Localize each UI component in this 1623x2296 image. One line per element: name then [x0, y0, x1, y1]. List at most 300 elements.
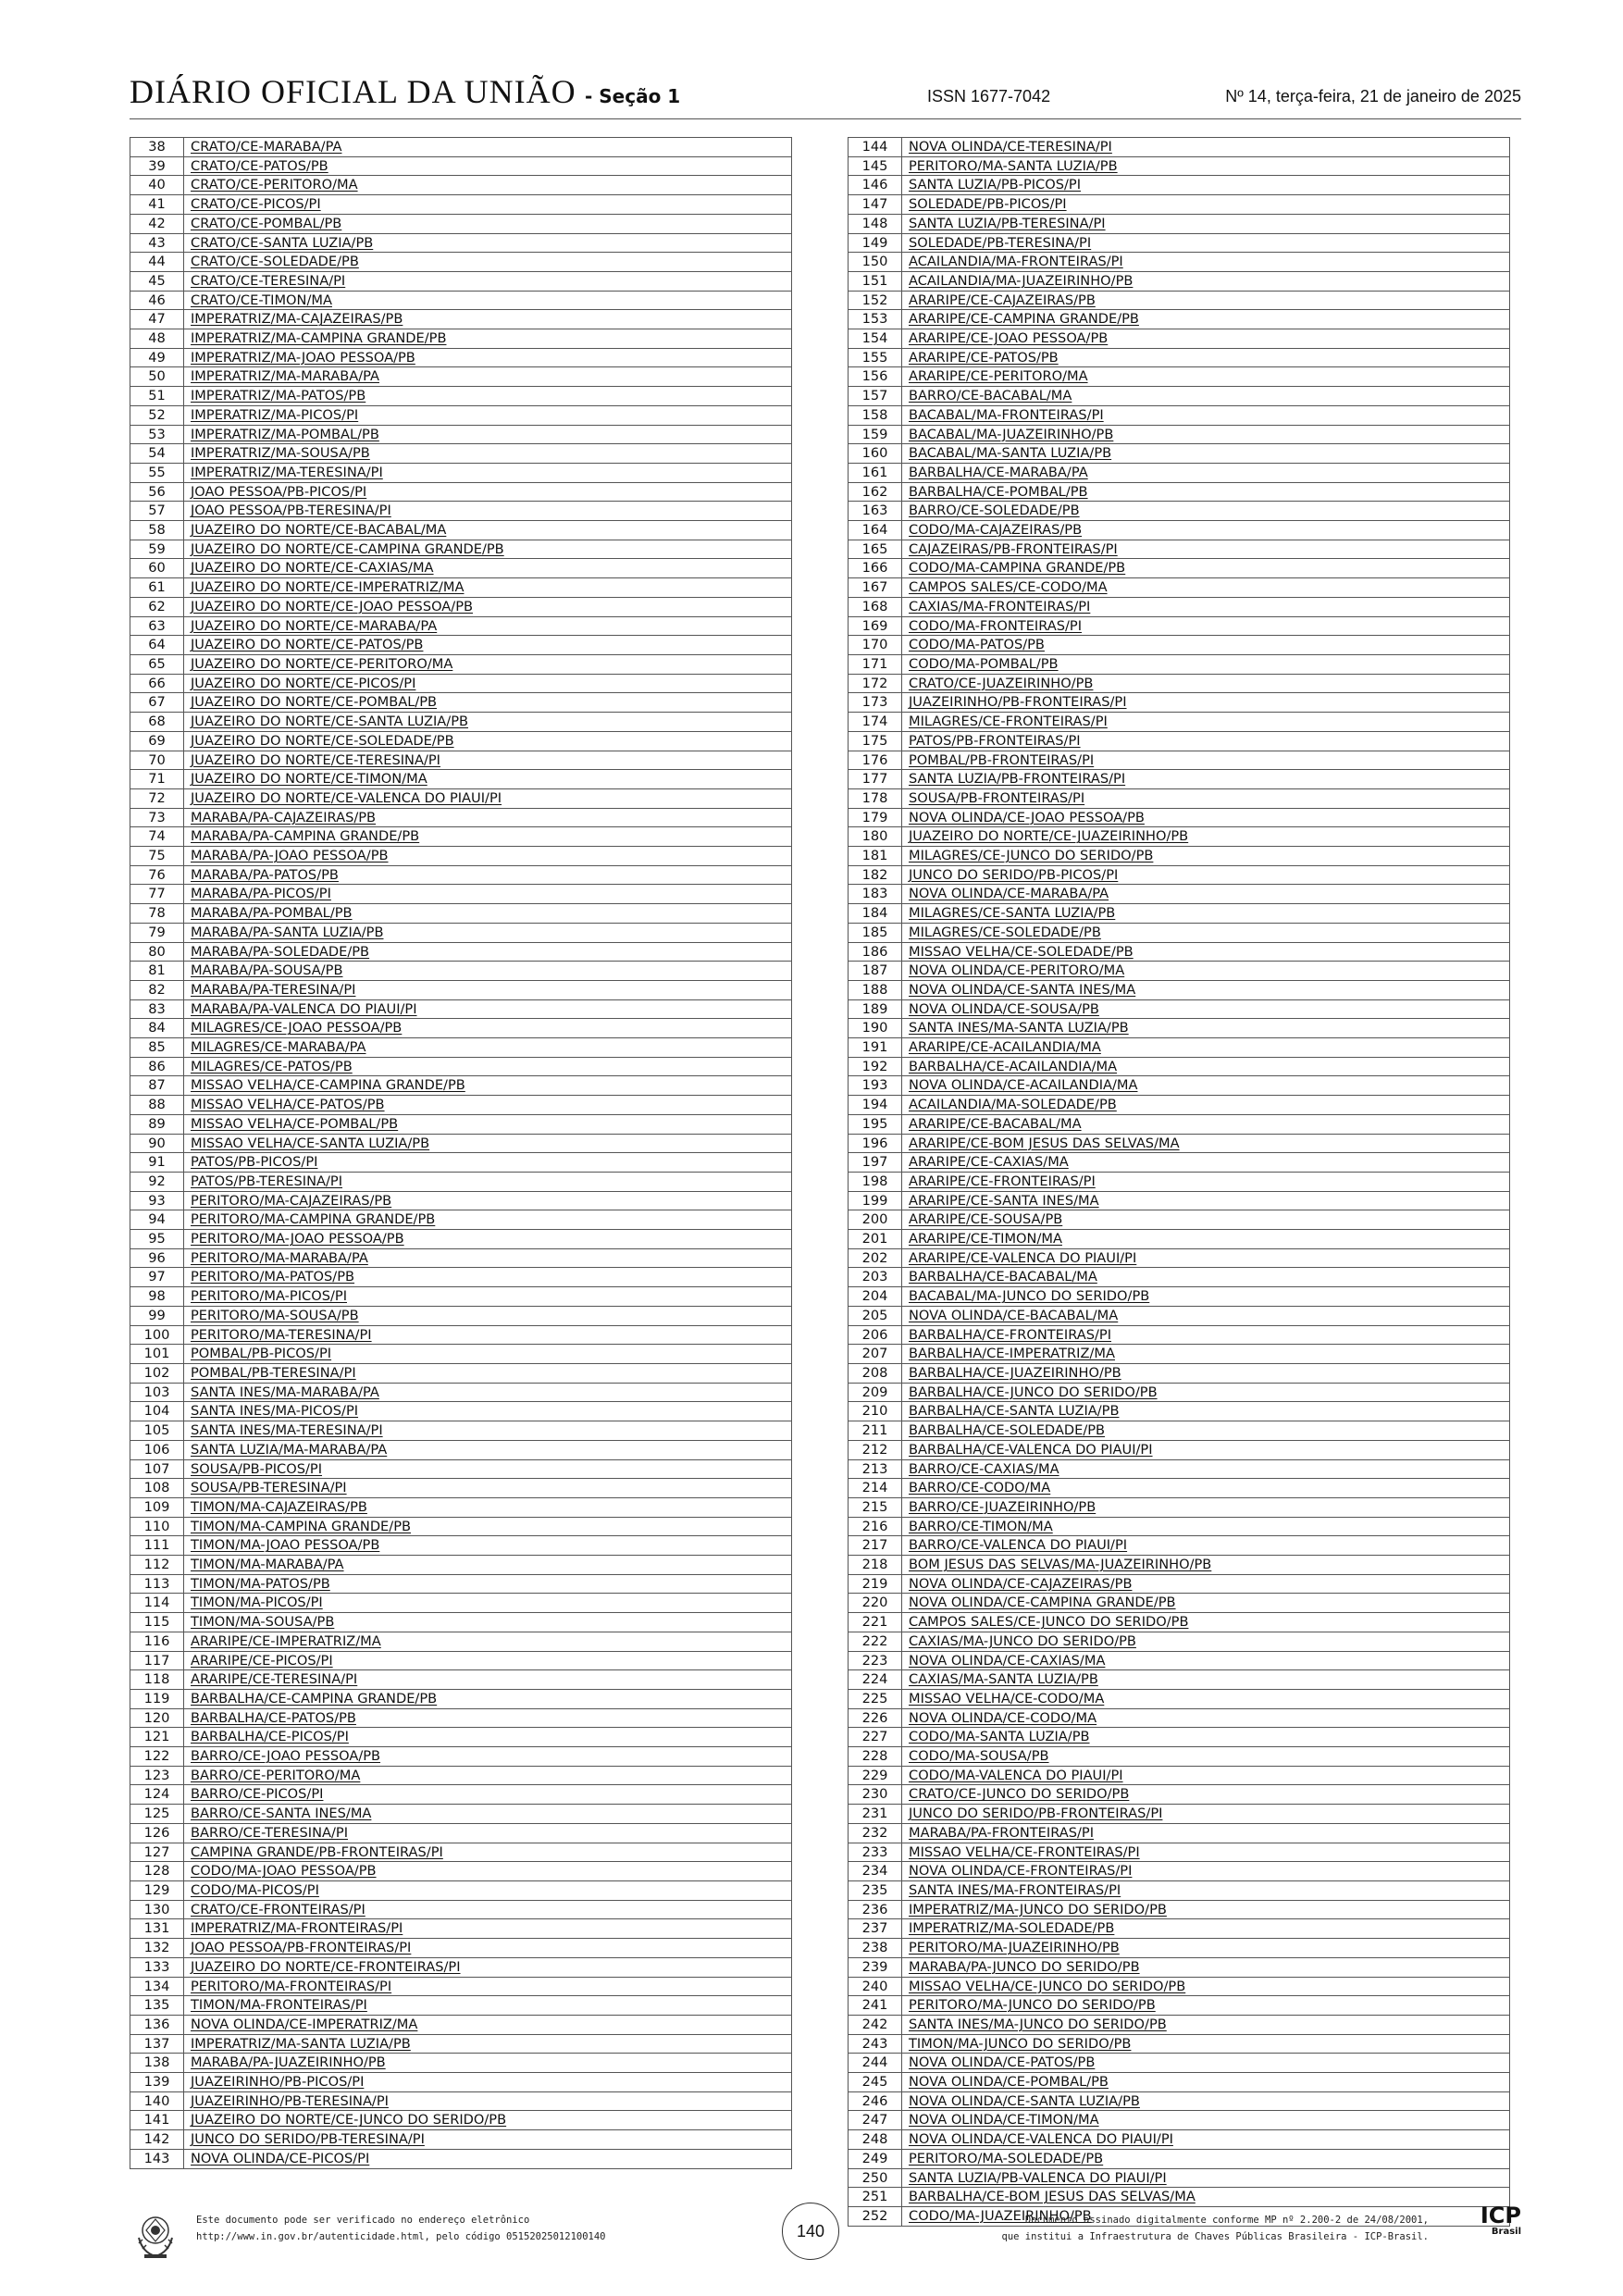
- route-name: IMPERATRIZ/MA-MARABA/PA: [184, 367, 792, 387]
- route-name: PERITORO/MA-PICOS/PI: [184, 1287, 792, 1307]
- route-name: PATOS/PB-TERESINA/PI: [184, 1172, 792, 1191]
- row-number: 63: [130, 616, 184, 636]
- route-name: BARRO/CE-JUAZEIRINHO/PB: [902, 1497, 1510, 1517]
- table-row: [849, 636, 1510, 655]
- route-name: SANTA INES/MA-SANTA LUZIA/PB: [902, 1019, 1510, 1038]
- route-name: POMBAL/PB-PICOS/PI: [184, 1345, 792, 1364]
- row-number: 130: [130, 1900, 184, 1919]
- table-row: [130, 1038, 792, 1058]
- table-row: [849, 1613, 1510, 1632]
- row-number: 205: [849, 1306, 902, 1325]
- table-row: [849, 559, 1510, 578]
- route-name: JUAZEIRINHO/PB-TERESINA/PI: [184, 2091, 792, 2111]
- table-row: [849, 1517, 1510, 1536]
- route-name: JUAZEIRO DO NORTE/CE-FRONTEIRAS/PI: [184, 1957, 792, 1977]
- route-name: MILAGRES/CE-JOAO PESSOA/PB: [184, 1019, 792, 1038]
- row-number: 134: [130, 1977, 184, 1996]
- table-row: [849, 1057, 1510, 1076]
- table-row: [849, 1977, 1510, 1996]
- row-number: 182: [849, 865, 902, 885]
- row-number: 124: [130, 1785, 184, 1805]
- table-row: [849, 176, 1510, 195]
- row-number: 93: [130, 1191, 184, 1210]
- row-number: 75: [130, 847, 184, 866]
- route-name: ARARIPE/CE-CAMPINA GRANDE/PB: [902, 310, 1510, 329]
- route-name: CODO/MA-FRONTEIRAS/PI: [902, 616, 1510, 636]
- row-number: 107: [130, 1459, 184, 1479]
- route-name: MISSAO VELHA/CE-FRONTEIRAS/PI: [902, 1843, 1510, 1862]
- table-row: [130, 1345, 792, 1364]
- route-name: BARBALHA/CE-JUAZEIRINHO/PB: [902, 1364, 1510, 1384]
- table-row: [849, 2149, 1510, 2168]
- row-number: 81: [130, 962, 184, 981]
- table-row: [849, 1939, 1510, 1958]
- row-number: 62: [130, 597, 184, 616]
- route-name: JUAZEIRO DO NORTE/CE-JUNCO DO SERIDO/PB: [184, 2111, 792, 2130]
- route-name: CODO/MA-JOAO PESSOA/PB: [184, 1862, 792, 1881]
- row-number: 240: [849, 1977, 902, 1996]
- table-row: [130, 1268, 792, 1287]
- route-name: SOUSA/PB-TERESINA/PI: [184, 1479, 792, 1498]
- table-row: [130, 1747, 792, 1767]
- table-row: [130, 1785, 792, 1805]
- route-name: MARABA/PA-JOAO PESSOA/PB: [184, 847, 792, 866]
- table-row: [130, 1957, 792, 1977]
- route-name: IMPERATRIZ/MA-SOUSA/PB: [184, 444, 792, 464]
- table-row: [130, 1517, 792, 1536]
- route-name: JOAO PESSOA/PB-FRONTEIRAS/PI: [184, 1939, 792, 1958]
- row-number: 110: [130, 1517, 184, 1536]
- table-row: [130, 2034, 792, 2054]
- table-row: [849, 156, 1510, 176]
- row-number: 97: [130, 1268, 184, 1287]
- route-name: BARBALHA/CE-PICOS/PI: [184, 1728, 792, 1747]
- table-row: [849, 962, 1510, 981]
- table-row: [130, 1153, 792, 1173]
- row-number: 174: [849, 713, 902, 732]
- table-row: [130, 1114, 792, 1134]
- table-row: [130, 1191, 792, 1210]
- table-row: [849, 1421, 1510, 1441]
- table-row: [130, 1632, 792, 1651]
- table-row: [849, 367, 1510, 387]
- row-number: 223: [849, 1651, 902, 1670]
- route-name: JUAZEIRO DO NORTE/CE-SOLEDADE/PB: [184, 731, 792, 751]
- row-number: 59: [130, 540, 184, 559]
- row-number: 244: [849, 2054, 902, 2073]
- row-number: 54: [130, 444, 184, 464]
- route-name: TIMON/MA-MARABA/PA: [184, 1556, 792, 1575]
- row-number: 220: [849, 1594, 902, 1613]
- table-row: [130, 1383, 792, 1402]
- table-row: [849, 1996, 1510, 2016]
- table-row: [849, 387, 1510, 406]
- row-number: 145: [849, 156, 902, 176]
- table-row: [849, 1900, 1510, 1919]
- row-number: 102: [130, 1364, 184, 1384]
- table-row: [849, 693, 1510, 713]
- table-row: [849, 1556, 1510, 1575]
- row-number: 148: [849, 214, 902, 233]
- route-name: BARBALHA/CE-SOLEDADE/PB: [902, 1421, 1510, 1441]
- row-number: 243: [849, 2034, 902, 2054]
- table-row: [849, 214, 1510, 233]
- route-name: BARRO/CE-CODO/MA: [902, 1479, 1510, 1498]
- route-name: JUAZEIRO DO NORTE/CE-VALENCA DO PIAUI/PI: [184, 788, 792, 808]
- route-name: ARARIPE/CE-FRONTEIRAS/PI: [902, 1172, 1510, 1191]
- row-number: 198: [849, 1172, 902, 1191]
- row-number: 209: [849, 1383, 902, 1402]
- route-name: NOVA OLINDA/CE-POMBAL/PB: [902, 2073, 1510, 2092]
- table-row: [849, 1114, 1510, 1134]
- table-row: [849, 1459, 1510, 1479]
- table-row: [849, 885, 1510, 904]
- route-name: JUAZEIRO DO NORTE/CE-BACABAL/MA: [184, 521, 792, 540]
- table-row: [130, 425, 792, 444]
- route-name: CAJAZEIRAS/PB-FRONTEIRAS/PI: [902, 540, 1510, 559]
- route-name: IMPERATRIZ/MA-SANTA LUZIA/PB: [184, 2034, 792, 2054]
- table-row: [849, 1708, 1510, 1728]
- route-name: MARABA/PA-SOLEDADE/PB: [184, 942, 792, 962]
- row-number: 92: [130, 1172, 184, 1191]
- table-row: [130, 1459, 792, 1479]
- row-number: 132: [130, 1939, 184, 1958]
- route-name: IMPERATRIZ/MA-PATOS/PB: [184, 387, 792, 406]
- table-row: [849, 291, 1510, 310]
- row-number: 211: [849, 1421, 902, 1441]
- row-number: 225: [849, 1689, 902, 1708]
- row-number: 200: [849, 1210, 902, 1230]
- row-number: 176: [849, 751, 902, 770]
- table-row: [130, 654, 792, 674]
- table-row: [130, 1306, 792, 1325]
- row-number: 94: [130, 1210, 184, 1230]
- table-row: [849, 1440, 1510, 1459]
- row-number: 45: [130, 271, 184, 291]
- route-name: PATOS/PB-PICOS/PI: [184, 1153, 792, 1173]
- table-row: [849, 482, 1510, 502]
- verification-note: [196, 2212, 606, 2245]
- route-name: CRATO/CE-PATOS/PB: [184, 156, 792, 176]
- route-name: IMPERATRIZ/MA-JUNCO DO SERIDO/PB: [902, 1900, 1510, 1919]
- route-name: PERITORO/MA-JUAZEIRINHO/PB: [902, 1939, 1510, 1958]
- table-row: [130, 329, 792, 349]
- row-number: 84: [130, 1019, 184, 1038]
- row-number: 135: [130, 1996, 184, 2016]
- route-name: IMPERATRIZ/MA-TERESINA/PI: [184, 463, 792, 482]
- issue-date: Nº 14, terça-feira, 21 de janeiro de 2025: [1225, 87, 1521, 105]
- table-row: [849, 1805, 1510, 1824]
- route-name: MISSAO VELHA/CE-POMBAL/PB: [184, 1114, 792, 1134]
- row-number: 204: [849, 1287, 902, 1307]
- row-number: 192: [849, 1057, 902, 1076]
- row-number: 239: [849, 1957, 902, 1977]
- route-name: BARRO/CE-CAXIAS/MA: [902, 1459, 1510, 1479]
- route-name: MARABA/PA-PATOS/PB: [184, 865, 792, 885]
- route-name: MARABA/PA-SANTA LUZIA/PB: [184, 923, 792, 942]
- row-number: 98: [130, 1287, 184, 1307]
- route-name: JUAZEIRO DO NORTE/CE-TERESINA/PI: [184, 751, 792, 770]
- route-name: CRATO/CE-JUNCO DO SERIDO/PB: [902, 1785, 1510, 1805]
- table-row: [849, 616, 1510, 636]
- row-number: 222: [849, 1632, 902, 1651]
- route-name: CRATO/CE-TIMON/MA: [184, 291, 792, 310]
- table-row: [130, 540, 792, 559]
- row-number: 96: [130, 1248, 184, 1268]
- row-number: 175: [849, 731, 902, 751]
- row-number: 64: [130, 636, 184, 655]
- table-row: [130, 253, 792, 272]
- row-number: 247: [849, 2111, 902, 2130]
- route-name: MARABA/PA-CAMPINA GRANDE/PB: [184, 827, 792, 847]
- route-name: PERITORO/MA-SOUSA/PB: [184, 1306, 792, 1325]
- table-row: [130, 405, 792, 425]
- coat-of-arms-icon: [130, 2210, 181, 2262]
- route-name: IMPERATRIZ/MA-POMBAL/PB: [184, 425, 792, 444]
- row-number: 233: [849, 1843, 902, 1862]
- row-number: 89: [130, 1114, 184, 1134]
- table-row: [849, 1287, 1510, 1307]
- table-row: [130, 1823, 792, 1843]
- route-name: ARARIPE/CE-TIMON/MA: [902, 1230, 1510, 1249]
- route-name: CODO/MA-PATOS/PB: [902, 636, 1510, 655]
- route-name: CAMPINA GRANDE/PB-FRONTEIRAS/PI: [184, 1843, 792, 1862]
- row-number: 131: [130, 1919, 184, 1939]
- row-number: 123: [130, 1766, 184, 1785]
- route-name: JUAZEIRO DO NORTE/CE-PICOS/PI: [184, 674, 792, 693]
- table-row: [130, 999, 792, 1019]
- row-number: 68: [130, 713, 184, 732]
- route-name: BARBALHA/CE-CAMPINA GRANDE/PB: [184, 1689, 792, 1708]
- table-row: [849, 2130, 1510, 2150]
- route-name: SANTA LUZIA/PB-TERESINA/PI: [902, 214, 1510, 233]
- row-number: 101: [130, 1345, 184, 1364]
- table-row: [849, 1594, 1510, 1613]
- row-number: 210: [849, 1402, 902, 1421]
- verification-line-2: http://www.in.gov.br/autenticidade.html, pelo código 05152025012100140: [196, 2231, 606, 2242]
- verification-line-1: Este documento pode ser verificado no endereço eletrônico: [196, 2215, 530, 2226]
- table-row: [130, 195, 792, 215]
- route-name: JUAZEIRO DO NORTE/CE-CAXIAS/MA: [184, 559, 792, 578]
- row-number: 194: [849, 1096, 902, 1115]
- route-name: BARBALHA/CE-ACAILANDIA/MA: [902, 1057, 1510, 1076]
- table-row: [849, 1191, 1510, 1210]
- row-number: 141: [130, 2111, 184, 2130]
- table-row: [130, 923, 792, 942]
- table-row: [849, 999, 1510, 1019]
- table-row: [849, 2073, 1510, 2092]
- route-name: CODO/MA-SOUSA/PB: [902, 1747, 1510, 1767]
- route-name: SANTA INES/MA-JUNCO DO SERIDO/PB: [902, 2015, 1510, 2034]
- route-name: IMPERATRIZ/MA-CAJAZEIRAS/PB: [184, 310, 792, 329]
- row-number: 181: [849, 847, 902, 866]
- table-row: [130, 1479, 792, 1498]
- table-row: [130, 1230, 792, 1249]
- route-name: IMPERATRIZ/MA-SOLEDADE/PB: [902, 1919, 1510, 1939]
- route-name: PERITORO/MA-SANTA LUZIA/PB: [902, 156, 1510, 176]
- row-number: 41: [130, 195, 184, 215]
- row-number: 149: [849, 233, 902, 253]
- route-name: ARARIPE/CE-TERESINA/PI: [184, 1670, 792, 1690]
- table-row: [130, 1210, 792, 1230]
- row-number: 42: [130, 214, 184, 233]
- route-name: MILAGRES/CE-PATOS/PB: [184, 1057, 792, 1076]
- table-row: [849, 405, 1510, 425]
- row-number: 171: [849, 654, 902, 674]
- route-name: ARARIPE/CE-ACAILANDIA/MA: [902, 1038, 1510, 1058]
- route-name: MARABA/PA-POMBAL/PB: [184, 904, 792, 924]
- route-name: TIMON/MA-PATOS/PB: [184, 1574, 792, 1594]
- row-number: 193: [849, 1076, 902, 1096]
- route-name: CRATO/CE-FRONTEIRAS/PI: [184, 1900, 792, 1919]
- row-number: 185: [849, 923, 902, 942]
- route-name: NOVA OLINDA/CE-VALENCA DO PIAUI/PI: [902, 2130, 1510, 2150]
- row-number: 127: [130, 1843, 184, 1862]
- route-name: PERITORO/MA-SOLEDADE/PB: [902, 2149, 1510, 2168]
- row-number: 87: [130, 1076, 184, 1096]
- row-number: 65: [130, 654, 184, 674]
- table-row: [130, 731, 792, 751]
- table-row: [130, 636, 792, 655]
- row-number: 216: [849, 1517, 902, 1536]
- route-name: JUNCO DO SERIDO/PB-FRONTEIRAS/PI: [902, 1805, 1510, 1824]
- route-name: PERITORO/MA-MARABA/PA: [184, 1248, 792, 1268]
- route-name: JUAZEIRO DO NORTE/CE-IMPERATRIZ/MA: [184, 578, 792, 598]
- row-number: 121: [130, 1728, 184, 1747]
- row-number: 138: [130, 2054, 184, 2073]
- route-name: CRATO/CE-SANTA LUZIA/PB: [184, 233, 792, 253]
- row-number: 237: [849, 1919, 902, 1939]
- row-number: 151: [849, 271, 902, 291]
- route-name: ACAILANDIA/MA-FRONTEIRAS/PI: [902, 253, 1510, 272]
- route-name: NOVA OLINDA/CE-SOUSA/PB: [902, 999, 1510, 1019]
- route-name: SANTA LUZIA/PB-FRONTEIRAS/PI: [902, 770, 1510, 789]
- table-row: [849, 865, 1510, 885]
- table-row: [849, 1383, 1510, 1402]
- row-number: 114: [130, 1594, 184, 1613]
- issn: ISSN 1677-7042: [927, 87, 1051, 105]
- table-row: [130, 1977, 792, 1996]
- table-row: [849, 1785, 1510, 1805]
- route-name: CODO/MA-CAJAZEIRAS/PB: [902, 521, 1510, 540]
- row-number: 199: [849, 1191, 902, 1210]
- route-name: NOVA OLINDA/CE-IMPERATRIZ/MA: [184, 2015, 792, 2034]
- table-row: [130, 865, 792, 885]
- route-name: NOVA OLINDA/CE-PATOS/PB: [902, 2054, 1510, 2073]
- row-number: 180: [849, 827, 902, 847]
- table-row: [849, 1574, 1510, 1594]
- row-number: 99: [130, 1306, 184, 1325]
- row-number: 120: [130, 1708, 184, 1728]
- route-name: MARABA/PA-TERESINA/PI: [184, 980, 792, 999]
- table-row: [849, 1019, 1510, 1038]
- route-name: JUNCO DO SERIDO/PB-PICOS/PI: [902, 865, 1510, 885]
- row-number: 51: [130, 387, 184, 406]
- route-name: CODO/MA-PICOS/PI: [184, 1880, 792, 1900]
- row-number: 246: [849, 2091, 902, 2111]
- row-number: 111: [130, 1536, 184, 1556]
- row-number: 248: [849, 2130, 902, 2150]
- row-number: 125: [130, 1805, 184, 1824]
- route-name: ARARIPE/CE-CAJAZEIRAS/PB: [902, 291, 1510, 310]
- route-name: CODO/MA-CAMPINA GRANDE/PB: [902, 559, 1510, 578]
- row-number: 196: [849, 1134, 902, 1153]
- row-number: 179: [849, 808, 902, 827]
- route-name: NOVA OLINDA/CE-TIMON/MA: [902, 2111, 1510, 2130]
- route-name: CAXIAS/MA-SANTA LUZIA/PB: [902, 1670, 1510, 1690]
- route-name: MISSAO VELHA/CE-SOLEDADE/PB: [902, 942, 1510, 962]
- table-row: [130, 348, 792, 367]
- row-number: 236: [849, 1900, 902, 1919]
- row-number: 162: [849, 482, 902, 502]
- row-number: 72: [130, 788, 184, 808]
- row-number: 58: [130, 521, 184, 540]
- route-name: POMBAL/PB-FRONTEIRAS/PI: [902, 751, 1510, 770]
- table-row: [849, 1823, 1510, 1843]
- row-number: 48: [130, 329, 184, 349]
- route-name: CAMPOS SALES/CE-CODO/MA: [902, 578, 1510, 598]
- route-name: MARABA/PA-PICOS/PI: [184, 885, 792, 904]
- row-number: 242: [849, 2015, 902, 2034]
- table-row: [849, 1096, 1510, 1115]
- row-number: 184: [849, 904, 902, 924]
- table-row: [130, 1019, 792, 1038]
- table-row: [849, 2168, 1510, 2188]
- row-number: 113: [130, 1574, 184, 1594]
- header-divider: [130, 118, 1521, 119]
- row-number: 188: [849, 980, 902, 999]
- row-number: 70: [130, 751, 184, 770]
- table-row: [130, 1421, 792, 1441]
- route-name: CAXIAS/MA-FRONTEIRAS/PI: [902, 597, 1510, 616]
- row-number: 147: [849, 195, 902, 215]
- table-row: [849, 1230, 1510, 1249]
- row-number: 61: [130, 578, 184, 598]
- table-row: [849, 1172, 1510, 1191]
- table-row: [130, 693, 792, 713]
- table-row: [849, 1766, 1510, 1785]
- table-row: [130, 1574, 792, 1594]
- table-row: [849, 1402, 1510, 1421]
- table-row: [130, 1766, 792, 1785]
- row-number: 224: [849, 1670, 902, 1690]
- table-row: [849, 2054, 1510, 2073]
- row-number: 157: [849, 387, 902, 406]
- table-row: [130, 808, 792, 827]
- table-row: [849, 713, 1510, 732]
- route-name: PATOS/PB-FRONTEIRAS/PI: [902, 731, 1510, 751]
- route-name: PERITORO/MA-PATOS/PB: [184, 1268, 792, 1287]
- table-row: [130, 1248, 792, 1268]
- table-row: [130, 1708, 792, 1728]
- table-row: [130, 980, 792, 999]
- route-name: NOVA OLINDA/CE-ACAILANDIA/MA: [902, 1076, 1510, 1096]
- signature-line-1: Documento assinado digitalmente conforme MP nº 2.200-2 de 24/08/2001,: [1024, 2215, 1429, 2226]
- route-name: NOVA OLINDA/CE-CODO/MA: [902, 1708, 1510, 1728]
- row-number: 109: [130, 1497, 184, 1517]
- route-name: NOVA OLINDA/CE-FRONTEIRAS/PI: [902, 1862, 1510, 1881]
- table-row: [849, 1364, 1510, 1384]
- table-row: [849, 1268, 1510, 1287]
- route-name: BARRO/CE-TIMON/MA: [902, 1517, 1510, 1536]
- table-row: [130, 713, 792, 732]
- table-row: [130, 1862, 792, 1881]
- table-row: [130, 1440, 792, 1459]
- row-number: 208: [849, 1364, 902, 1384]
- route-name: MISSAO VELHA/CE-SANTA LUZIA/PB: [184, 1134, 792, 1153]
- route-name: JUAZEIRO DO NORTE/CE-CAMPINA GRANDE/PB: [184, 540, 792, 559]
- route-name: ARARIPE/CE-VALENCA DO PIAUI/PI: [902, 1248, 1510, 1268]
